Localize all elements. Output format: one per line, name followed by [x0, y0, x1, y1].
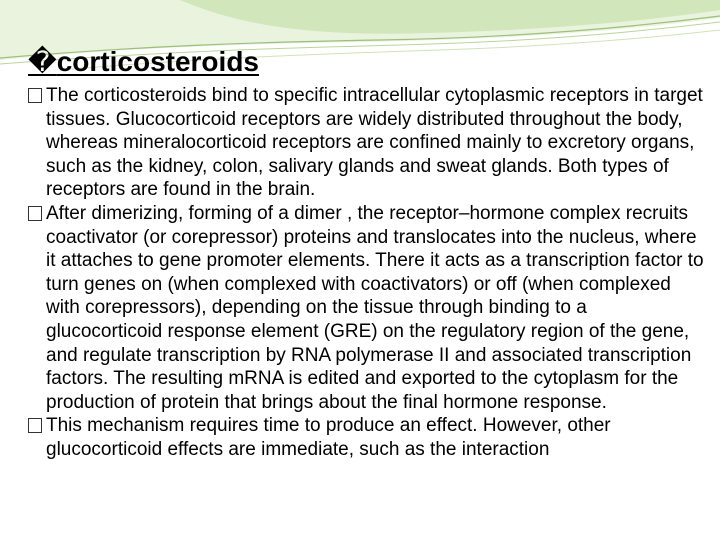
bullet-list [28, 84, 708, 462]
bullet-item [28, 202, 708, 414]
bullet-text: This mechanism requires time to produce an effect. However, other glucocorticoid effects are immediate, such as the interaction [46, 415, 611, 460]
bullet-text: After dimerizing, forming of a dimer , the receptor–hormone complex recruits coactivator (or corepressor) proteins and translocates into the nucleus, where it attaches to gene promoter elements. There it acts as a transcription factor to turn genes on (when complexed with coactivators) or off (when complexed with corepressors), depending on the tissue through binding to a glucocorticoid response element (GRE) on the regulatory region of the gene, and regulate transcription by RNA polymerase II and associated transcription factors. The resulting mRNA is edited and exported to the cytoplasm for the production of protein that brings about the final hormone response. [46, 202, 704, 413]
slide-title-text: corticosteroids [56, 46, 259, 77]
bullet-box-icon [28, 206, 42, 221]
slide-title [28, 44, 259, 80]
title-missing-glyph: � [28, 46, 57, 77]
bullet-item [28, 414, 708, 461]
bullet-box-icon [28, 88, 42, 103]
bullet-text: The corticosteroids bind to specific intracellular cytoplasmic receptors in target tissues. Glucocorticoid receptors are widely distributed throughout the body, whereas mineralocorticoid receptors are confined mainly to excretory organs, such as the kidney, colon, salivary glands and sweat glands. Both types of receptors are found in the brain. [46, 85, 703, 201]
bullet-box-icon [28, 418, 42, 433]
bullet-item [28, 84, 708, 202]
